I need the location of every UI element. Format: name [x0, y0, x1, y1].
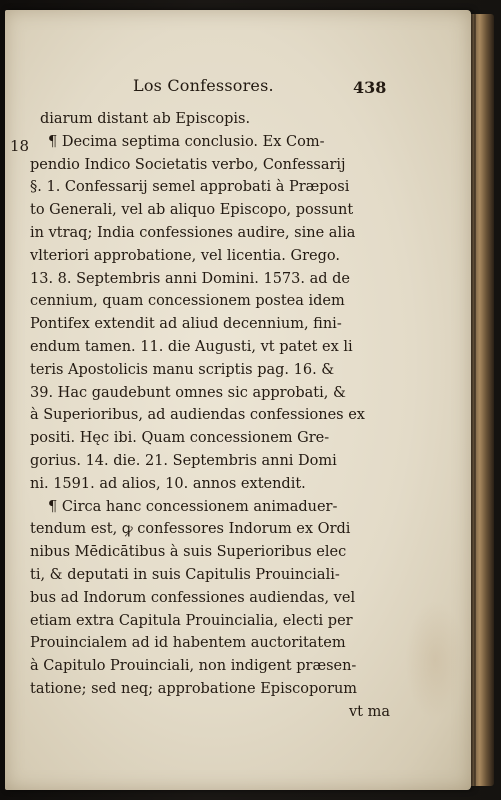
page-number: 438: [353, 78, 387, 97]
text-line: in vtraq; India confessiones audire, sine alia: [30, 224, 356, 241]
text-line: pendio Indico Societatis verbo, Confessarij: [30, 156, 346, 173]
body-text: [30, 108, 390, 724]
text-line: tendum est, ꝙ confessores Indorum ex Ordi: [30, 521, 351, 538]
text-line: nibus Mēdicātibus à suis Superioribus elec: [30, 544, 347, 561]
text-line: ni. 1591. ad alios, 10. annos extendit.: [30, 475, 306, 492]
page-text-area: [5, 10, 471, 790]
text-line: 13. 8. Septembris anni Domini. 1573. ad de: [30, 270, 350, 287]
text-line: ti, & deputati in suis Capitulis Prouinciali-: [30, 566, 340, 583]
text-line: teris Apostolicis manu scriptis pag. 16. &: [30, 361, 335, 378]
catchword: vt ma: [348, 703, 390, 720]
text-line: à Capitulo Prouinciali, non indigent præsen-: [30, 658, 357, 675]
text-line: tatione; sed neq; approbatione Episcoporum: [30, 680, 358, 697]
text-line: diarum distant ab Episcopis.: [40, 111, 251, 127]
page-paper: [5, 10, 471, 790]
text-line: endum tamen. 11. die Augusti, vt patet ex li: [30, 338, 353, 355]
text-line: to Generali, vel ab aliquo Episcopo, possunt: [30, 202, 354, 219]
text-line: gorius. 14. die. 21. Septembris anni Domi: [30, 452, 337, 469]
text-line: bus ad Indorum confessiones audiendas, vel: [30, 589, 356, 606]
text-line: etiam extra Capitula Prouincialia, electi per: [30, 612, 353, 629]
margin-number: 18: [10, 137, 30, 155]
text-line: ¶ Decima septima conclusio. Ex Com-: [48, 133, 325, 150]
book-edge: [468, 14, 494, 786]
running-title: Los Confessores.: [133, 76, 274, 95]
text-line: Pontifex extendit ad aliud decennium, fini-: [30, 316, 342, 333]
text-line: cennium, quam concessionem postea idem: [30, 293, 345, 310]
text-line: à Superioribus, ad audiendas confessiones ex: [30, 407, 365, 424]
text-line: positi. Hęc ibi. Quam concessionem Gre-: [30, 430, 330, 447]
text-line: §. 1. Confessarij semel approbati à Præposi: [30, 179, 350, 196]
text-line: vlteriori approbatione, vel licentia. Grego.: [30, 247, 340, 264]
text-line: ¶ Circa hanc concessionem animaduer-: [48, 498, 338, 515]
text-line: 39. Hac gaudebunt omnes sic approbati, &: [30, 384, 346, 401]
text-line: Prouincialem ad id habentem auctoritatem: [30, 635, 346, 652]
